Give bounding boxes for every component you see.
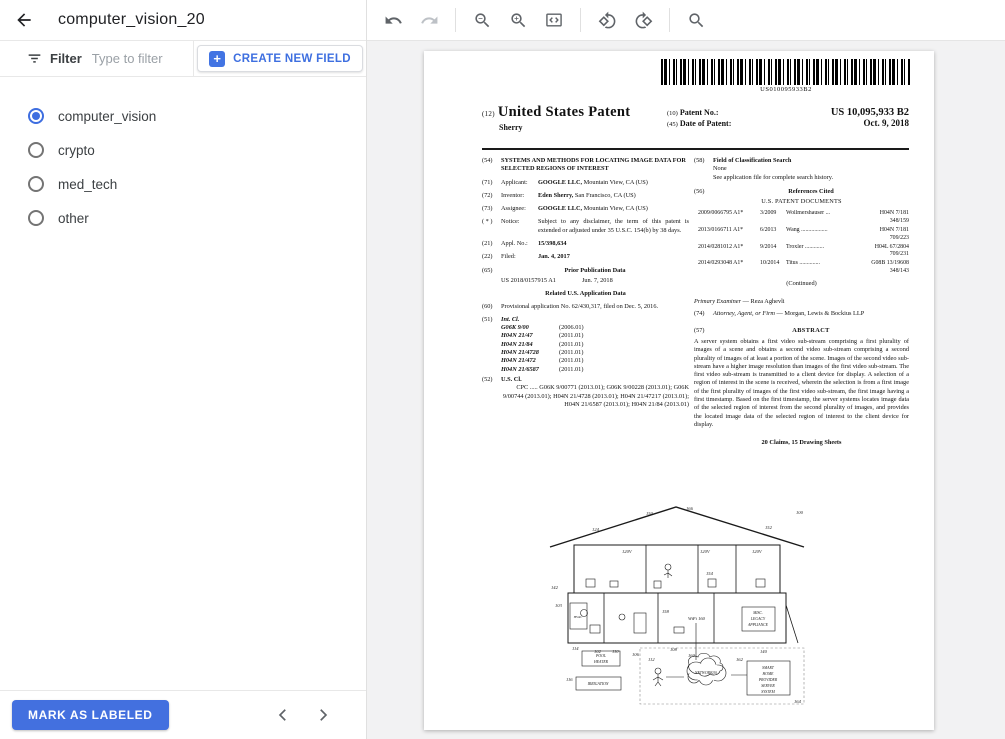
zoom-in-icon xyxy=(509,11,528,30)
misc-box-label: MISC. xyxy=(753,611,763,615)
create-new-field-button[interactable] xyxy=(197,45,363,72)
create-new-field-label: CREATE NEW FIELD xyxy=(233,52,351,65)
figure-label: WiFi 160 xyxy=(688,616,705,621)
inventor: Eden Sherry, San Francisco, CA (US) xyxy=(538,191,636,199)
zoom-in-button[interactable] xyxy=(500,2,536,38)
figure-label: 103 xyxy=(555,603,562,608)
option-other[interactable] xyxy=(28,201,366,235)
rotate-ccw-button[interactable] xyxy=(589,2,625,38)
assignee: GOOGLE LLC, Mountain View, CA (US) xyxy=(538,205,648,213)
option-med-tech[interactable] xyxy=(28,167,366,201)
barcode-text: US010095933B2 xyxy=(760,86,812,93)
figure-label: 106 xyxy=(632,652,639,657)
radio-icon[interactable] xyxy=(28,210,44,226)
patent-no-label: Patent No.: xyxy=(679,108,719,117)
abstract-text: A server system obtains a first video sub-stream comprising a first plurality of images of a scene and obtains a second video sub-stream comprising a second plurality of images of at least a portion of the scene. Images of the second video sub-stream have a higher image resolution than images of the first video sub-stream. The first video sub-stream is transmitted to a client device for display. A selection of a region of interest in the scene is received, wherein the selection is from a first image of the first plurality of images of the first video sub-stream, the first image having a first timestamp. Based on the first timestamp, the server systems locates image data of the selected region of interest from the second plurality of images, and provides the located image data of the selected region of interest to the client device for display. xyxy=(694,337,909,428)
related-data-heading: Related U.S. Application Data xyxy=(545,290,626,298)
figure-label: 102 xyxy=(594,649,601,654)
rotate-cw-icon xyxy=(634,11,653,30)
abstract-heading: ABSTRACT xyxy=(792,326,830,334)
fit-width-icon xyxy=(544,10,564,30)
radio-icon[interactable] xyxy=(28,142,44,158)
figure-label: 116 xyxy=(566,677,573,682)
figure-label: 150 xyxy=(646,511,653,516)
search-button[interactable] xyxy=(678,2,714,38)
figure-label: 152 xyxy=(765,525,772,530)
search-icon xyxy=(687,11,706,30)
figure-label: 124 xyxy=(592,527,599,532)
undo-icon xyxy=(384,11,403,30)
cpc-text: CPC ..... G06K 9/00771 (2013.01); G06K 9/00228 (2013.01); G06K 9/00744 (2013.01); H04N 21/4728 (2013.01); H04N 21/47217 (2013.01); H04N 21/6587 (2013.01); H04N 21/84 (2013.01) xyxy=(502,384,689,408)
previous-document-button[interactable] xyxy=(274,706,292,724)
option-label: computer_vision xyxy=(58,108,157,124)
patent-page xyxy=(424,51,934,730)
field-note: See application file for complete search history. xyxy=(713,173,834,181)
field-none: None xyxy=(713,165,727,173)
uscl-heading: U.S. Cl. xyxy=(501,375,522,383)
fit-width-button[interactable] xyxy=(536,2,572,38)
patent-number: US 10,095,933 B2 xyxy=(830,107,909,118)
misc-box-label: LEGACY xyxy=(750,617,766,621)
zoom-out-icon xyxy=(473,11,492,30)
primary-examiner: Primary Examiner — Reza Aghevli xyxy=(694,298,785,306)
toolbar-separator xyxy=(580,8,581,32)
option-label: med_tech xyxy=(58,176,118,192)
option-crypto[interactable] xyxy=(28,133,366,167)
hvac-box-label: HVAC xyxy=(573,615,583,619)
chevron-left-icon xyxy=(274,706,292,724)
sidebar-footer xyxy=(0,690,366,739)
radio-selected-icon[interactable] xyxy=(28,108,44,124)
figure-label: 154 xyxy=(706,571,713,576)
figure-label: 164 xyxy=(794,699,801,704)
figure-label: 120V xyxy=(622,549,632,554)
mark-as-labeled-button[interactable]: MARK AS LABELED xyxy=(12,700,169,730)
notice-text: Subject to any disclaimer, the term of this patent is extended or adjusted under 35 U.S.C. 154(b) by 38 days. xyxy=(538,218,689,234)
redo-button[interactable] xyxy=(411,2,447,38)
figure-label: 114 xyxy=(572,646,579,651)
reference-row: 2014/0281012 A1* 9/2014 Troxler ............. H04L 67/2804 709/231 xyxy=(698,243,909,258)
figure-label: 120V xyxy=(752,549,762,554)
patent-figure xyxy=(546,501,811,714)
filter-label: Filter xyxy=(50,51,82,66)
server-box-label: SERVER xyxy=(761,684,775,688)
figure-label: 160 xyxy=(688,653,695,658)
server-box-label: SMART xyxy=(762,666,774,670)
intcl-heading: Int. Cl. xyxy=(501,315,520,323)
filter-input[interactable] xyxy=(92,51,192,66)
zoom-out-button[interactable] xyxy=(464,2,500,38)
figure-label: 166 xyxy=(686,506,693,511)
option-label: other xyxy=(58,210,89,226)
rotate-cw-button[interactable] xyxy=(625,2,661,38)
filter-bar xyxy=(0,41,366,77)
radio-icon[interactable] xyxy=(28,176,44,192)
patent-title: SYSTEMS AND METHODS FOR LOCATING IMAGE DATA FOR SELECTED REGIONS OF INTEREST xyxy=(501,157,686,173)
refs-subheading: U.S. PATENT DOCUMENTS xyxy=(761,198,842,206)
patent-right-column: (58) Field of Classification Search None See application file for complete search history. (56) References Cited U.S. PATENT DOCUMENTS 2009/0066795 A1* 3/2009 Wollmershauser ... H04N 7/181 348/159 2013/0166711 A1* 6/2013 Wang .................. H04N 7/181 709/223 2014/0281012 A1* 9/2014 Troxler ............. H04L 67/2804 709/231 2014/0293048 A1* 10/2014 Titus .............. G08B 13/19608 348/143 (Continued) Primary Examiner — Reza Aghevli (74) Attorney, Agent, or Firm — Morgan, Lewis & Bockius LLP (57) ABSTRACT A server system obtains a first video sub-stream comprising a first plurality of images of a scene and obtains a second video sub-stream comprising a second plurality of images of at least a portion of the scene. Images of the second video sub-stream have a higher image resolution than images of the first video sub-stream. The first video sub-stream is transmitted to a client device for display. A selection of a region of interest in the scene is received, wherein the selection is from a first image of the first plurality of images of the first video sub-stream, the first image having a first timestamp. Based on the first timestamp, the server systems locates image data of the selected region of interest from the second plurality of images, and provides the located image data of the selected region of interest to the client device for display. 20 Claims, 15 Drawing Sheets xyxy=(694,157,909,447)
rotate-ccw-icon xyxy=(598,11,617,30)
dataset-title: computer_vision_20 xyxy=(58,11,205,28)
arrow-back-icon xyxy=(14,10,34,30)
filed-date: Jan. 4, 2017 xyxy=(538,253,570,261)
network-cloud-label: NETWORK(S) xyxy=(694,671,718,675)
viewer-toolbar xyxy=(367,0,1005,41)
labeling-sidebar xyxy=(0,0,367,739)
figure-label: 100 xyxy=(796,510,803,515)
figure-label: 112 xyxy=(648,657,655,662)
sidebar-header xyxy=(0,0,366,41)
server-box-label: HOME xyxy=(762,672,774,676)
pool-heater-label: POOL xyxy=(596,654,606,658)
patent-left-column: (54) SYSTEMS AND METHODS FOR LOCATING IMAGE DATA FOR SELECTED REGIONS OF INTEREST (71) Applicant: GOOGLE LLC, Mountain View, CA (US) (72) Inventor: Eden Sherry, San Francisco, CA (US) (73) Assignee: GOOGLE LLC, Mountain View, CA (US) ( * ) Notice: Subject to any disclaimer, the term of this patent is extended or adjusted under 35 U.S.C. 154(b) by 38 days. (21) Appl. No.: 15/398,634 (22) Filed: Jan. 4, 2017 (65) Prior Publication Data US 2018/0157915 A1 Jun. 7, 2018 Related U.S. Application Data (60) Provisional application No. 62/430,317, filed on Dec. 5, 2016. (51) Int. Cl. G06K 9/00 (2006.01) H04N 21/47 (2011.01) H04N 21/84 (2011.01) H04N 21/4728 (2011.01) H04N 21/472 (2011.01) H04N 21/6587 (2011.01) (52) U.S. Cl. CPC ..... G06K 9/00771 (2013.01); G06K 9/00228 (2013.01); G06K 9/00744 (2013.01); H04N 21/4728 (2013.01); H04N 21/47217 (2013.01); H04N 21/6587 (2013.01); H04N 21/84 (2013.01) xyxy=(482,157,689,408)
label-options-list xyxy=(0,77,366,235)
field-12-num: (12) xyxy=(482,110,495,118)
toolbar-separator xyxy=(669,8,670,32)
filter-icon xyxy=(27,51,42,66)
header-rule xyxy=(482,148,909,150)
figure-label: 120V xyxy=(700,549,710,554)
back-button[interactable] xyxy=(0,0,48,41)
filter-field[interactable] xyxy=(0,41,193,76)
continued-marker: (Continued) xyxy=(786,279,817,287)
figure-label: 162 xyxy=(736,657,743,662)
next-document-button[interactable] xyxy=(314,706,332,724)
claims-line: 20 Claims, 15 Drawing Sheets xyxy=(761,439,842,447)
intcl-table: G06K 9/00 (2006.01) H04N 21/47 (2011.01) H04N 21/84 (2011.01) H04N 21/4728 (2011.01) H04N 21/472 (2011.01) H04N 21/6587 (2011.01) xyxy=(501,324,584,373)
patent-date-label: Date of Patent: xyxy=(679,119,732,128)
chevron-right-icon xyxy=(314,706,332,724)
redo-icon xyxy=(420,11,439,30)
plus-icon: + xyxy=(209,51,225,67)
option-label: crypto xyxy=(58,142,95,158)
barcode xyxy=(661,59,911,85)
figure-label: 140 xyxy=(760,649,767,654)
figure-label: 142 xyxy=(551,585,558,590)
applicant: GOOGLE LLC, Mountain View, CA (US) xyxy=(538,178,648,186)
toolbar-separator xyxy=(455,8,456,32)
attorney: Attorney, Agent, or Firm — Morgan, Lewis & Bockius LLP xyxy=(713,310,865,318)
appl-no: 15/398,634 xyxy=(538,240,567,248)
patent-date: Oct. 9, 2018 xyxy=(863,118,909,128)
misc-box-label: APPLIANCE xyxy=(747,623,769,627)
figure-label: 110 xyxy=(612,649,619,654)
reference-row: 2009/0066795 A1* 3/2009 Wollmershauser ... H04N 7/181 348/159 xyxy=(698,210,909,225)
prior-pub-line: US 2018/0157915 A1 Jun. 7, 2018 xyxy=(501,276,613,284)
refs-heading: References Cited xyxy=(788,187,834,195)
irrigation-label: IRRIGATION xyxy=(587,682,609,686)
prior-pub-heading: Prior Publication Data xyxy=(564,266,626,274)
reference-row: 2014/0293048 A1* 10/2014 Titus .............. G08B 13/19608 348/143 xyxy=(698,260,909,274)
server-box-label: PROVIDER xyxy=(758,678,778,682)
field-10-num: (10) xyxy=(667,110,678,117)
server-box-label: SYSTEM xyxy=(761,690,775,694)
pool-heater-label: HEATER xyxy=(594,660,608,664)
document-canvas[interactable] xyxy=(367,41,1005,739)
figure-label: 108 xyxy=(670,647,677,652)
document-viewer xyxy=(367,0,1005,739)
undo-button[interactable] xyxy=(375,2,411,38)
reference-row: 2013/0166711 A1* 6/2013 Wang .................. H04N 7/181 709/223 xyxy=(698,227,909,241)
related-text: Provisional application No. 62/430,317, filed on Dec. 5, 2016. xyxy=(501,302,659,310)
inventor-surname: Sherry xyxy=(499,123,523,132)
patent-kind: United States Patent xyxy=(497,104,631,120)
field-45-num: (45) xyxy=(667,121,678,128)
field-search-heading: Field of Classification Search xyxy=(713,157,792,164)
option-computer-vision[interactable] xyxy=(28,99,366,133)
figure-label: 158 xyxy=(662,609,669,614)
